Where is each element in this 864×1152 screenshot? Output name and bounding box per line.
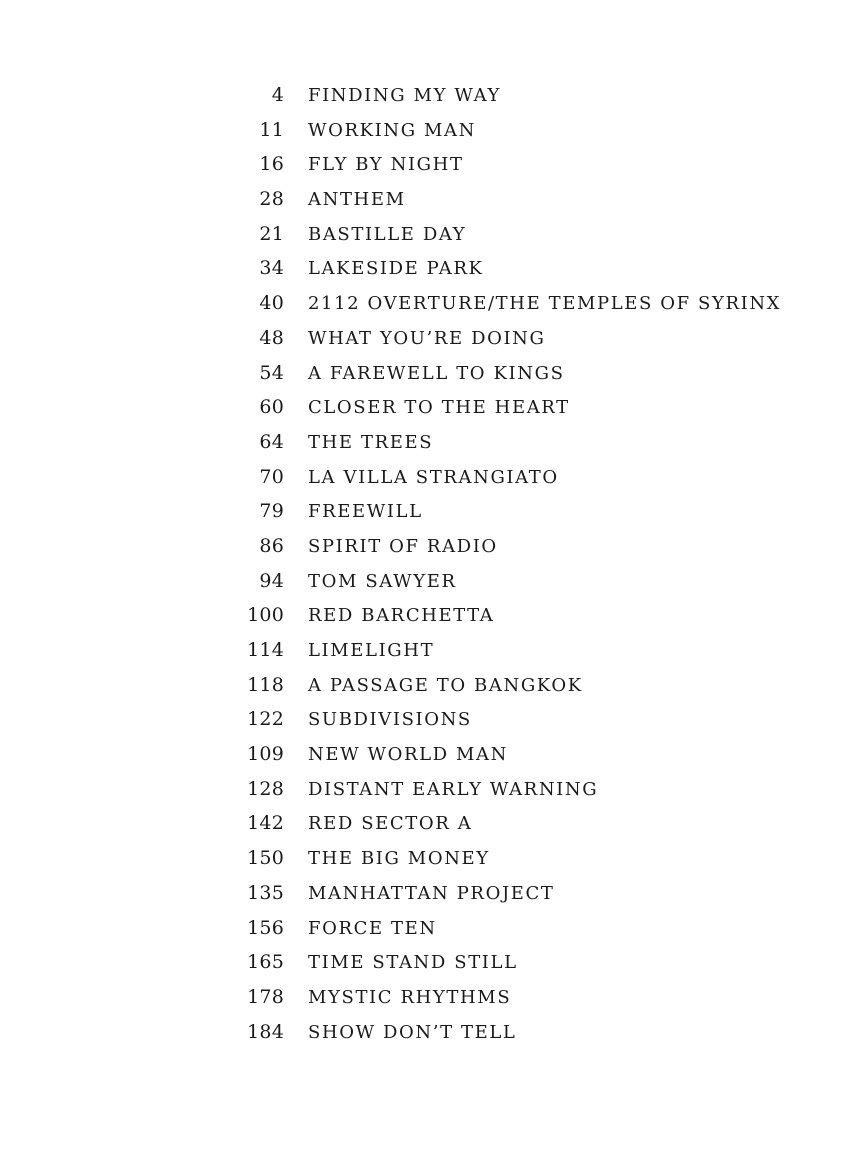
song-title: WHAT YOU’RE DOING	[308, 327, 546, 349]
toc-entry	[230, 639, 790, 674]
page-number: 165	[247, 951, 284, 974]
song-title: FREEWILL	[308, 501, 423, 523]
toc-entry	[230, 570, 790, 605]
page-number: 118	[247, 673, 284, 696]
song-title: TOM SAWYER	[308, 570, 457, 592]
page-number: 150	[247, 847, 284, 870]
song-title: SUBDIVISIONS	[308, 709, 472, 731]
song-title: WORKING MAN	[308, 119, 476, 141]
page-number: 60	[259, 396, 284, 419]
page-number: 114	[247, 639, 284, 661]
song-title: NEW WORLD MAN	[308, 744, 509, 766]
page-number: 100	[247, 604, 284, 627]
toc-entry	[230, 951, 790, 986]
toc-entry	[230, 674, 790, 709]
toc-entry	[230, 466, 790, 501]
toc-entry	[230, 84, 790, 119]
song-title: THE BIG MONEY	[308, 848, 490, 870]
toc-entry	[230, 257, 790, 292]
page-number: 128	[247, 777, 284, 800]
song-title: TIME STAND STILL	[308, 952, 518, 974]
page-number: 48	[259, 326, 284, 349]
page-number: 28	[259, 188, 284, 211]
page-number: 86	[259, 534, 284, 557]
song-title: A PASSAGE TO BANGKOK	[308, 674, 583, 696]
toc-entry	[230, 812, 790, 847]
page-number: 40	[259, 292, 284, 315]
toc-entry	[230, 778, 790, 813]
page-number: 135	[247, 881, 284, 904]
song-title: LA VILLA STRANGIATO	[308, 466, 559, 488]
page-number: 142	[247, 812, 284, 835]
page-number: 94	[259, 569, 284, 592]
page-number: 16	[259, 153, 284, 176]
toc-entry	[230, 431, 790, 466]
toc-entry	[230, 847, 790, 882]
page-number: 11	[259, 118, 284, 141]
song-title: MYSTIC RHYTHMS	[308, 986, 512, 1008]
toc-entry	[230, 604, 790, 639]
song-title: SPIRIT OF RADIO	[308, 535, 498, 557]
song-title: MANHATTAN PROJECT	[308, 882, 555, 904]
toc-entry	[230, 917, 790, 952]
toc-entry	[230, 396, 790, 431]
page-number: 64	[259, 430, 284, 453]
toc-entry	[230, 1021, 790, 1056]
toc-entry	[230, 292, 790, 327]
page-number: 178	[247, 985, 284, 1008]
song-title: LAKESIDE PARK	[308, 258, 484, 280]
page-number: 79	[259, 500, 284, 523]
page-number: 184	[247, 1020, 284, 1043]
table-of-contents	[230, 84, 790, 1055]
page-number: 156	[247, 916, 284, 939]
toc-entry	[230, 708, 790, 743]
song-title: SHOW DON’T TELL	[308, 1021, 517, 1043]
song-title: FLY BY NIGHT	[308, 154, 464, 176]
song-title: A FAREWELL TO KINGS	[308, 362, 565, 384]
page-number: 122	[247, 708, 284, 731]
page-number: 70	[259, 465, 284, 488]
song-title: CLOSER TO THE HEART	[308, 397, 570, 419]
page-number: 21	[259, 222, 284, 245]
song-title: 2112 OVERTURE/THE TEMPLES OF SYRINX	[308, 293, 782, 315]
toc-entry	[230, 986, 790, 1021]
toc-entry	[230, 223, 790, 258]
toc-entry	[230, 362, 790, 397]
toc-entry	[230, 327, 790, 362]
toc-entry	[230, 188, 790, 223]
song-title: FINDING MY WAY	[308, 85, 501, 106]
song-title: ANTHEM	[308, 189, 406, 211]
toc-entry	[230, 743, 790, 778]
page-number: 54	[259, 361, 284, 384]
toc-entry	[230, 500, 790, 535]
page-number: 34	[259, 257, 284, 280]
song-title: BASTILLE DAY	[308, 223, 467, 245]
song-title: FORCE TEN	[308, 917, 437, 939]
page-number: 4	[271, 84, 284, 106]
toc-entry	[230, 153, 790, 188]
song-title: DISTANT EARLY WARNING	[308, 778, 599, 800]
toc-entry	[230, 535, 790, 570]
song-title: LIMELIGHT	[308, 640, 435, 661]
page-number: 109	[247, 743, 284, 766]
song-title: RED BARCHETTA	[308, 605, 495, 627]
toc-entry	[230, 882, 790, 917]
song-title: RED SECTOR A	[308, 813, 473, 835]
song-title: THE TREES	[308, 431, 434, 453]
toc-entry	[230, 119, 790, 154]
